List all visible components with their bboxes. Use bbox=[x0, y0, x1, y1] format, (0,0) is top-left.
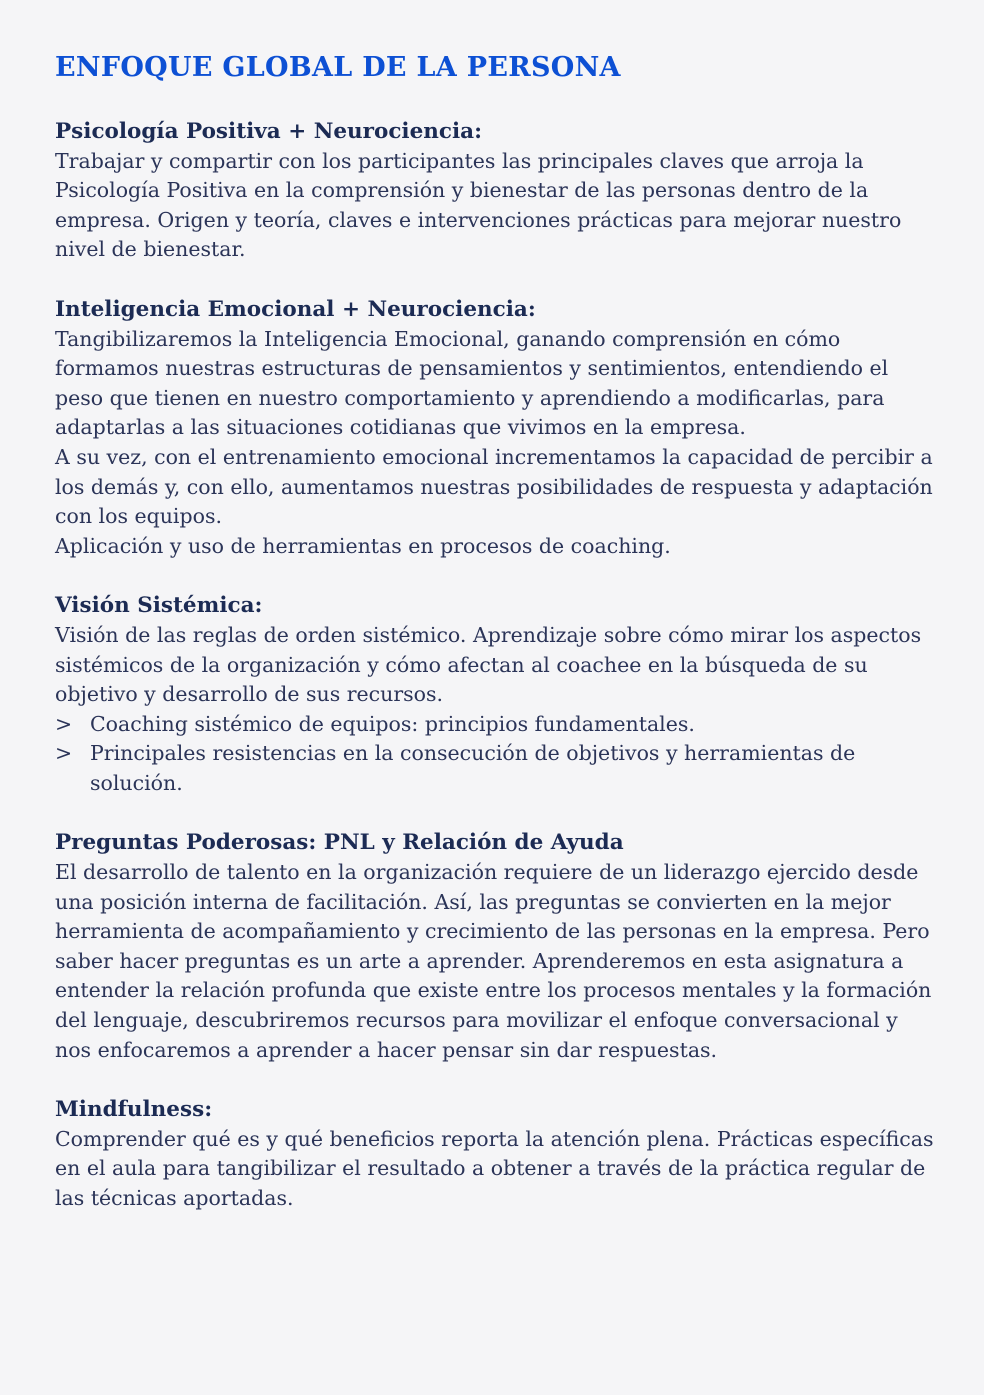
section-heading: Visión Sistémica: bbox=[55, 593, 263, 619]
paragraph: Aplicación y uso de herramientas en procesos de coaching. bbox=[55, 533, 671, 558]
bullet-marker: > bbox=[55, 711, 73, 736]
paragraph: Comprender qué es y qué beneficios reporta la atención plena. Prácticas específicas en el aula para tangibilizar el resultado a obtener a través de la práctica regular de las técnicas aportadas. bbox=[55, 1126, 934, 1210]
section-heading: Mindfulness: bbox=[55, 1097, 213, 1123]
section-vision-sistemica bbox=[55, 591, 934, 798]
section-psicologia-positiva bbox=[55, 117, 934, 265]
bullet-list bbox=[55, 710, 934, 799]
bullet-text: Coaching sistémico de equipos: principios fundamentales. bbox=[90, 711, 695, 736]
paragraph: Trabajar y compartir con los participantes las principales claves que arroja la Psicología Positiva en la comprensión y bienestar de las personas dentro de la empresa. Origen y teoría, claves e intervenciones prácticas para mejorar nuestro nivel de bienestar. bbox=[55, 148, 902, 262]
page-title: ENFOQUE GLOBAL DE LA PERSONA bbox=[55, 52, 621, 83]
bullet-marker: > bbox=[55, 741, 73, 766]
paragraph: El desarrollo de talento en la organización requiere de un liderazgo ejercido desde una posición interna de facilitación. Así, las preguntas se convierten en la mejor herramienta de acompañamiento y crecimiento de las personas en la empresa. Pero saber hacer preguntas es un arte a aprender. Aprenderemos en esta asignatura a entender la relación profunda que existe entre los procesos mentales y la formación del lenguaje, descubriremos recursos para movilizar el enfoque conversacional y nos enfocaremos a aprender a hacer pensar sin dar respuestas. bbox=[55, 860, 932, 1062]
paragraph: A su vez, con el entrenamiento emocional incrementamos la capacidad de percibir a los demás y, con ello, aumentamos nuestras posibilidades de respuesta y adaptación con los equipos. bbox=[55, 444, 933, 529]
list-item bbox=[55, 739, 934, 798]
bullet-text: Principales resistencias en la consecución de objetivos y herramientas de solución. bbox=[90, 741, 856, 795]
section-mindfulness bbox=[55, 1095, 934, 1213]
paragraph: Visión de las reglas de orden sistémico. Aprendizaje sobre cómo mirar los aspectos sistémicos de la organización y cómo afectan al coachee en la búsqueda de su objetivo y desarrollo de sus recursos. bbox=[55, 622, 922, 707]
list-item bbox=[55, 710, 934, 740]
paragraph: Tangibilizaremos la Inteligencia Emocional, ganando comprensión en cómo formamos nuestras estructuras de pensamientos y sentimientos, entendiendo el peso que tienen en nuestro comportamiento y aprendiendo a modificarlas, para adaptarlas a las situaciones cotidianas que vivimos en la empresa. bbox=[55, 326, 889, 440]
section-heading: Preguntas Poderosas: PNL y Relación de Ayuda bbox=[55, 830, 624, 856]
section-heading: Inteligencia Emocional + Neurociencia: bbox=[55, 296, 536, 322]
section-inteligencia-emocional bbox=[55, 295, 934, 561]
section-preguntas-poderosas bbox=[55, 828, 934, 1065]
section-heading: Psicología Positiva + Neurociencia: bbox=[55, 119, 483, 144]
